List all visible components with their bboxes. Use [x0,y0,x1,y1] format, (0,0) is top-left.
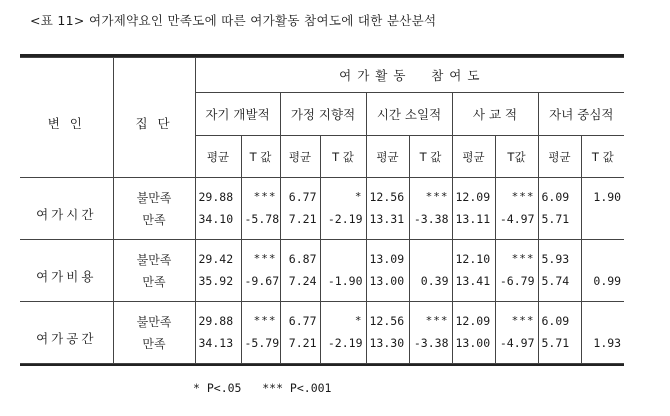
t-value: -2.19 [327,336,363,350]
table-caption: <표 11> 여가제약요인 만족도에 따른 여가활동 참여도에 대한 분산분석 [30,13,437,28]
mean-value: 7.24 [288,274,317,288]
t-header: T값 [495,136,538,178]
significance: *** [253,190,277,203]
participation-header: 여 가 활 동 참 여 도 [195,58,624,93]
mean-header: 평균 [195,136,241,178]
table-row [20,240,624,302]
anova-table [20,57,624,364]
mean-value: 35.92 [198,274,234,288]
significance [585,248,622,270]
variable-header: 변 인 [20,58,113,178]
mean-value: 7.21 [288,336,317,350]
mean-value: 13.30 [369,336,405,350]
mean-value: 6.77 [288,190,317,204]
significance: *** [511,314,535,327]
significance: * [354,190,363,203]
t-header: T 값 [409,136,452,178]
category-social: 사 교 적 [452,93,538,136]
mean-value: 13.11 [455,212,491,226]
mean-value: 6.09 [541,314,570,328]
t-header: T 값 [581,136,624,178]
category-family-oriented: 가정 지향적 [280,93,366,136]
t-value: 0.39 [420,274,449,288]
mean-value: 7.21 [288,212,317,226]
t-value: -1.90 [327,274,363,288]
mean-value: 34.10 [198,212,234,226]
mean-value: 6.77 [288,314,317,328]
group-dissatisfied: 불만족 [136,190,172,205]
mean-header: 평균 [452,136,495,178]
significance [413,248,449,270]
mean-value: 34.13 [198,336,234,350]
mean-header: 평균 [280,136,320,178]
t-value: -3.38 [413,336,449,350]
mean-value: 12.56 [369,314,405,328]
group-names [113,302,195,364]
mean-value: 5.71 [541,212,570,226]
mean-value: 13.31 [369,212,405,226]
t-value: 1.93 [593,336,622,350]
table-row [20,302,624,364]
mean-value: 29.88 [198,314,234,328]
group-satisfied: 만족 [142,336,166,351]
bottom-rule [20,364,624,366]
group-dissatisfied: 불만족 [136,252,172,267]
mean-value: 5.71 [541,336,570,350]
mean-value: 13.00 [369,274,405,288]
mean-value: 13.09 [369,252,405,266]
t-value: -4.97 [499,336,535,350]
significance [324,248,363,270]
mean-value: 29.88 [198,190,234,204]
mean-value: 6.87 [288,252,317,266]
group-header: 집 단 [113,58,195,178]
category-time-killing: 시간 소일적 [366,93,452,136]
significance: *** [253,314,277,327]
t-value: -2.19 [327,212,363,226]
category-child-centered: 자녀 중심적 [538,93,624,136]
mean-value: 12.10 [455,252,491,266]
t-value: 1.90 [593,190,622,204]
category-self-development: 자기 개발적 [195,93,280,136]
mean-value: 12.56 [369,190,405,204]
group-satisfied: 만족 [142,212,166,227]
t-header: T 값 [241,136,280,178]
group-satisfied: 만족 [142,274,166,289]
mean-value: 12.09 [455,190,491,204]
mean-value: 6.09 [541,190,570,204]
significance: *** [253,252,277,265]
mean-value: 13.41 [455,274,491,288]
t-value: -5.78 [244,212,280,226]
t-value: 0.99 [593,274,622,288]
t-value: -9.67 [244,274,280,288]
mean-value: 29.42 [198,252,234,266]
group-names [113,240,195,302]
t-value: -3.38 [413,212,449,226]
mean-value: 5.93 [541,252,570,266]
mean-value: 12.09 [455,314,491,328]
group-names [113,178,195,240]
significance: *** [511,252,535,265]
significance: * [354,314,363,327]
mean-header: 평균 [538,136,581,178]
variable-name: 여가공간 [20,302,113,364]
significance: *** [425,190,449,203]
mean-value: 5.74 [541,274,570,288]
variable-name: 여가비용 [20,240,113,302]
variable-name: 여가시간 [20,178,113,240]
t-value: -6.79 [499,274,535,288]
t-value: -5.79 [244,336,280,350]
significance: *** [425,314,449,327]
t-value: -4.97 [499,212,535,226]
significance: *** [511,190,535,203]
t-header: T 값 [320,136,366,178]
mean-value: 13.00 [455,336,491,350]
significance-footnote: * P<.05 *** P<.001 [193,381,332,395]
significance [585,310,622,332]
mean-header: 평균 [366,136,409,178]
group-dissatisfied: 불만족 [136,314,172,329]
table-row [20,178,624,240]
